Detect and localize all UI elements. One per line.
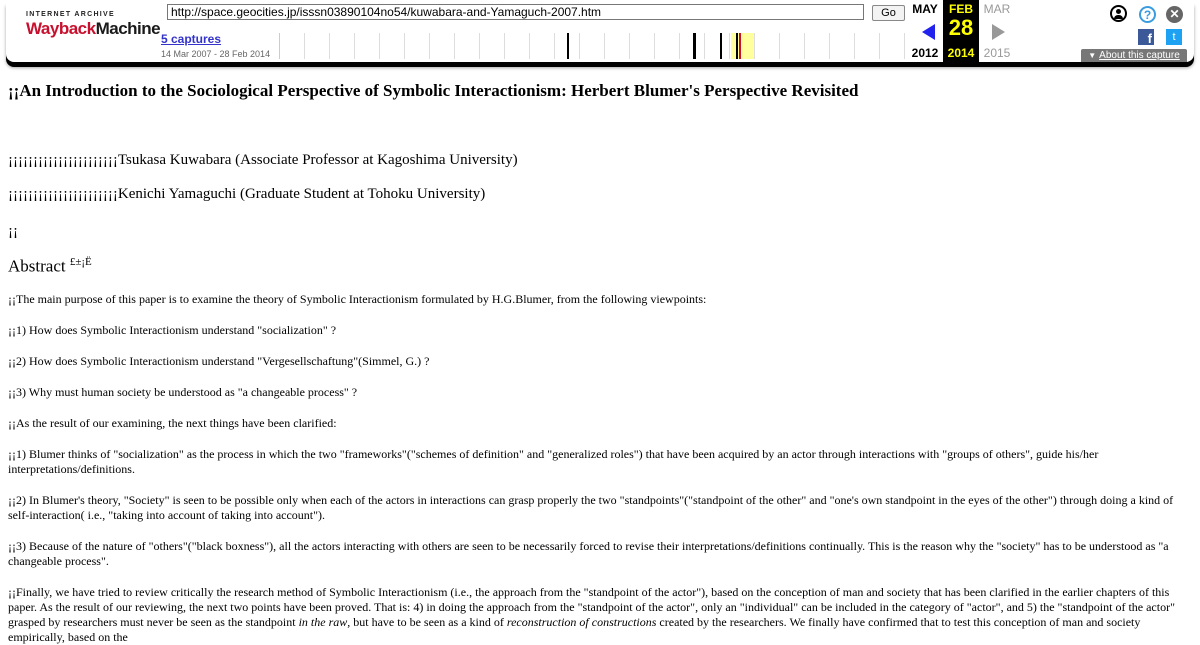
final-emphasis: in the raw bbox=[298, 615, 348, 629]
abstract-paragraph: ¡¡The main purpose of this paper is to examine the theory of Symbolic Interactionism formulated by H.G.Blumer, from the following viewpoints: bbox=[8, 292, 707, 306]
sparkline-year[interactable] bbox=[405, 33, 430, 59]
sparkline-year[interactable] bbox=[705, 33, 730, 59]
facebook-share-icon[interactable]: f bbox=[1138, 29, 1154, 45]
abstract-heading-text: Abstract bbox=[8, 256, 70, 276]
abstract-paragraph: ¡¡3) Why must human society be understood as "a changeable process" ? bbox=[8, 385, 358, 399]
sparkline-year[interactable] bbox=[605, 33, 630, 59]
capture-sparkline[interactable] bbox=[279, 33, 906, 59]
sparkline-year[interactable] bbox=[355, 33, 380, 59]
current-month-label: FEB bbox=[949, 2, 973, 16]
sparkline-year[interactable] bbox=[305, 33, 330, 59]
sparkline-year[interactable] bbox=[430, 33, 455, 59]
sparkline-capture[interactable] bbox=[693, 33, 696, 59]
abstract-paragraph: ¡¡1) How does Symbolic Interactionism understand "socialization" ? bbox=[8, 323, 337, 337]
abstract-paragraph-final bbox=[8, 585, 1188, 645]
go-button[interactable]: Go bbox=[872, 5, 905, 21]
prev-year-label: 2012 bbox=[911, 46, 939, 60]
sparkline-capture-current[interactable] bbox=[739, 33, 741, 59]
user-account-icon[interactable] bbox=[1110, 5, 1127, 22]
author-line: ¡¡¡¡¡¡¡¡¡¡¡¡¡¡¡¡¡¡¡¡¡¡Tsukasa Kuwabara (Associate Professor at Kagoshima University) bbox=[8, 152, 518, 168]
abstract-footnote-mark: £±¡Ë bbox=[69, 256, 92, 268]
prev-capture-arrow-icon[interactable] bbox=[922, 24, 935, 40]
author-line: ¡¡¡¡¡¡¡¡¡¡¡¡¡¡¡¡¡¡¡¡¡¡Kenichi Yamaguchi (Graduate Student at Tohoku University) bbox=[8, 186, 486, 202]
current-capture-month bbox=[943, 0, 979, 62]
final-emphasis: reconstruction of constructions bbox=[506, 615, 657, 629]
about-this-capture-label: About this capture bbox=[1099, 50, 1180, 61]
sparkline-year[interactable] bbox=[855, 33, 880, 59]
sparkline-year[interactable] bbox=[880, 33, 905, 59]
sparkline-capture[interactable] bbox=[736, 33, 738, 59]
sparkline-year[interactable] bbox=[530, 33, 555, 59]
close-icon[interactable]: ✕ bbox=[1166, 6, 1183, 23]
logo-internet-archive: INTERNET ARCHIVE bbox=[26, 11, 115, 18]
sparkline-year[interactable] bbox=[830, 33, 855, 59]
sparkline-year[interactable] bbox=[755, 33, 780, 59]
prev-month-label: MAY bbox=[912, 2, 938, 16]
abstract-paragraph: ¡¡As the result of our examining, the next things have been clarified: bbox=[8, 416, 337, 430]
sparkline-year[interactable] bbox=[480, 33, 505, 59]
abstract-paragraph: ¡¡2) How does Symbolic Interactionism understand "Vergesellschaftung"(Simmel, G.) ? bbox=[8, 354, 430, 368]
sparkline-year[interactable] bbox=[805, 33, 830, 59]
spacer-text: ¡¡ bbox=[8, 223, 18, 239]
abstract-paragraph: ¡¡1) Blumer thinks of "socialization" as the process in which the two "frameworks"("schemes of definition" and "generalized roles") that have been acquired by an actor through interactions with "groups of others", guide his/her interpretations/definitions. bbox=[8, 447, 1099, 476]
sparkline-year[interactable] bbox=[455, 33, 480, 59]
next-month-label: MAR bbox=[983, 2, 1011, 16]
triangle-down-icon: ▼ bbox=[1088, 51, 1097, 60]
abstract-heading bbox=[8, 256, 92, 277]
logo-wayback-machine bbox=[26, 19, 161, 39]
sparkline-year[interactable] bbox=[580, 33, 605, 59]
twitter-share-icon[interactable]: t bbox=[1166, 29, 1182, 45]
current-day-label: 28 bbox=[948, 15, 974, 40]
sparkline-year[interactable] bbox=[655, 33, 680, 59]
sparkline-year[interactable] bbox=[630, 33, 655, 59]
wayback-logo[interactable] bbox=[26, 11, 161, 49]
sparkline-capture[interactable] bbox=[720, 33, 722, 59]
next-year-label: 2015 bbox=[983, 46, 1011, 60]
url-input[interactable] bbox=[167, 4, 864, 20]
final-text-part: , but have to be seen as a kind of bbox=[347, 615, 507, 629]
sparkline-year[interactable] bbox=[730, 33, 755, 59]
sparkline-year[interactable] bbox=[280, 33, 305, 59]
next-capture-arrow-icon bbox=[992, 24, 1005, 40]
current-year-label: 2014 bbox=[947, 46, 975, 60]
sparkline-year[interactable] bbox=[330, 33, 355, 59]
abstract-paragraph: ¡¡3) Because of the nature of "others"("black boxness"), all the actors interacting with others are seen to be necessarily forced to revise their interpretations/definitions continually. This is the reason why the "society" has to be understood as "a changeable process". bbox=[8, 539, 1169, 568]
sparkline-year[interactable] bbox=[780, 33, 805, 59]
abstract-paragraph: ¡¡2) In Blumer's theory, "Society" is seen to be possible only when each of the actors in interactions can grasp properly the two "standpoints"("standpoint of the other" and "one's own standpoint in the eyes of the other") through doing a kind of self-interaction( i.e., "taking into account of taking into account"). bbox=[8, 493, 1174, 522]
captures-link[interactable]: 5 captures bbox=[161, 32, 222, 46]
final-text-part: ¡¡Finally, we have tried to review critically the research method of Symbolic Interactionism (i.e., the approach from the "standpoint of the actor"), based on the conception of man and society that has been clarified in the earlier chapters of this paper. As the result of our reviewing, the next two points have been proved. That is: 4) in doing the approach from the "standpoint of the actor", only an "individual" can be included in the category of "actor", and 5) the "standpoint of the actor" grasped by researchers must never be seen as the standpoint bbox=[8, 585, 1175, 629]
sparkline-year[interactable] bbox=[380, 33, 405, 59]
wayback-toolbar bbox=[6, 0, 1194, 62]
help-icon[interactable]: ? bbox=[1139, 6, 1156, 23]
final-text-part: created by the researchers. We finally have confirmed that to test this conception of man and society empirically, based on the bbox=[8, 615, 1141, 644]
page-title: ¡¡An Introduction to the Sociological Perspective of Symbolic Interactionism: Herbert Blumer's Perspective Revisited bbox=[8, 81, 859, 100]
capture-date-range: 14 Mar 2007 - 28 Feb 2014 bbox=[161, 49, 271, 59]
sparkline-year[interactable] bbox=[505, 33, 530, 59]
sparkline-capture[interactable] bbox=[567, 33, 569, 59]
about-this-capture-button[interactable] bbox=[1081, 49, 1187, 62]
logo-machine-word: Machine bbox=[95, 19, 161, 38]
logo-wayback-word: Wayback bbox=[26, 19, 96, 38]
